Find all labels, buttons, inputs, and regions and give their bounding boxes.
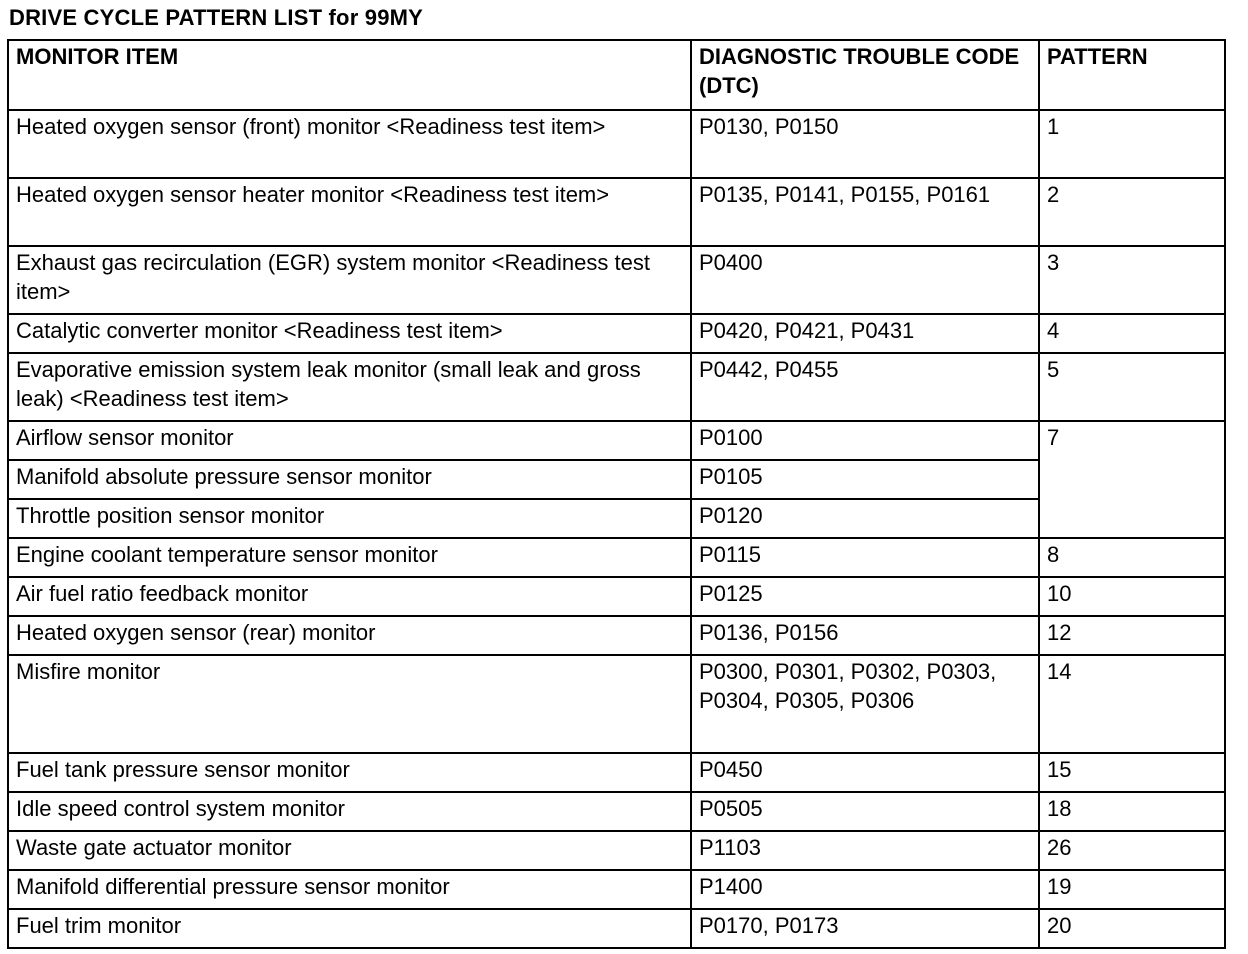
monitor-item-cell: Catalytic converter monitor <Readiness test item>: [8, 314, 691, 353]
dtc-cell: P0420, P0421, P0431: [691, 314, 1039, 353]
monitor-item-cell: Heated oxygen sensor (rear) monitor: [8, 616, 691, 655]
table-row: [8, 831, 1225, 870]
pattern-cell: 14: [1039, 655, 1225, 753]
pattern-cell: 20: [1039, 909, 1225, 948]
dtc-cell: P0135, P0141, P0155, P0161: [691, 178, 1039, 246]
pattern-cell: 19: [1039, 870, 1225, 909]
table-row: [8, 314, 1225, 353]
monitor-item-cell: Air fuel ratio feedback monitor: [8, 577, 691, 616]
monitor-item-cell: Idle speed control system monitor: [8, 792, 691, 831]
table-row: [8, 110, 1225, 178]
monitor-item-cell: Misfire monitor: [8, 655, 691, 753]
monitor-item-cell: Waste gate actuator monitor: [8, 831, 691, 870]
dtc-cell: P0170, P0173: [691, 909, 1039, 948]
page-title: DRIVE CYCLE PATTERN LIST for 99MY: [9, 5, 424, 30]
table-row: [8, 178, 1225, 246]
dtc-cell: P0450: [691, 753, 1039, 792]
header-monitor-item: MONITOR ITEM: [8, 40, 691, 110]
dtc-cell: P1103: [691, 831, 1039, 870]
pattern-cell: 15: [1039, 753, 1225, 792]
dtc-cell: P0300, P0301, P0302, P0303, P0304, P0305, P0306: [691, 655, 1039, 753]
monitor-item-cell: Manifold absolute pressure sensor monitor: [8, 460, 691, 499]
monitor-item-cell: Exhaust gas recirculation (EGR) system monitor <Readiness test item>: [8, 246, 691, 314]
table-row: [8, 353, 1225, 421]
pattern-cell: 10: [1039, 577, 1225, 616]
table-row: [8, 753, 1225, 792]
monitor-item-cell: Throttle position sensor monitor: [8, 499, 691, 538]
dtc-cell: P0130, P0150: [691, 110, 1039, 178]
table-row: [8, 909, 1225, 948]
dtc-cell: P0400: [691, 246, 1039, 314]
pattern-cell: 1: [1039, 110, 1225, 178]
dtc-cell: P0115: [691, 538, 1039, 577]
pattern-cell: 7: [1039, 421, 1225, 538]
table-row: [8, 538, 1225, 577]
table-row: [8, 792, 1225, 831]
monitor-item-cell: Heated oxygen sensor (front) monitor <Readiness test item>: [8, 110, 691, 178]
pattern-cell: 3: [1039, 246, 1225, 314]
dtc-cell: P1400: [691, 870, 1039, 909]
monitor-item-cell: Manifold differential pressure sensor monitor: [8, 870, 691, 909]
pattern-cell: 26: [1039, 831, 1225, 870]
pattern-cell: 12: [1039, 616, 1225, 655]
header-pattern: PATTERN: [1039, 40, 1225, 110]
monitor-item-cell: Evaporative emission system leak monitor (small leak and gross leak) <Readiness test item>: [8, 353, 691, 421]
pattern-cell: 8: [1039, 538, 1225, 577]
monitor-item-cell: Engine coolant temperature sensor monitor: [8, 538, 691, 577]
dtc-cell: P0125: [691, 577, 1039, 616]
monitor-item-cell: Airflow sensor monitor: [8, 421, 691, 460]
table-row: [8, 655, 1225, 753]
pattern-cell: 18: [1039, 792, 1225, 831]
dtc-cell: P0136, P0156: [691, 616, 1039, 655]
drive-cycle-pattern-table: [7, 39, 1226, 949]
table-row: [8, 421, 1225, 460]
pattern-cell: 4: [1039, 314, 1225, 353]
dtc-cell: P0100: [691, 421, 1039, 460]
pattern-cell: 5: [1039, 353, 1225, 421]
monitor-item-cell: Fuel trim monitor: [8, 909, 691, 948]
pattern-cell: 2: [1039, 178, 1225, 246]
table-row: [8, 616, 1225, 655]
dtc-cell: P0105: [691, 460, 1039, 499]
table-row: [8, 870, 1225, 909]
monitor-item-cell: Heated oxygen sensor heater monitor <Readiness test item>: [8, 178, 691, 246]
monitor-item-cell: Fuel tank pressure sensor monitor: [8, 753, 691, 792]
dtc-cell: P0120: [691, 499, 1039, 538]
dtc-cell: P0442, P0455: [691, 353, 1039, 421]
table-header-row: [8, 40, 1225, 110]
header-dtc: DIAGNOSTIC TROUBLE CODE (DTC): [691, 40, 1039, 110]
table-row: [8, 246, 1225, 314]
dtc-cell: P0505: [691, 792, 1039, 831]
table-row: [8, 577, 1225, 616]
